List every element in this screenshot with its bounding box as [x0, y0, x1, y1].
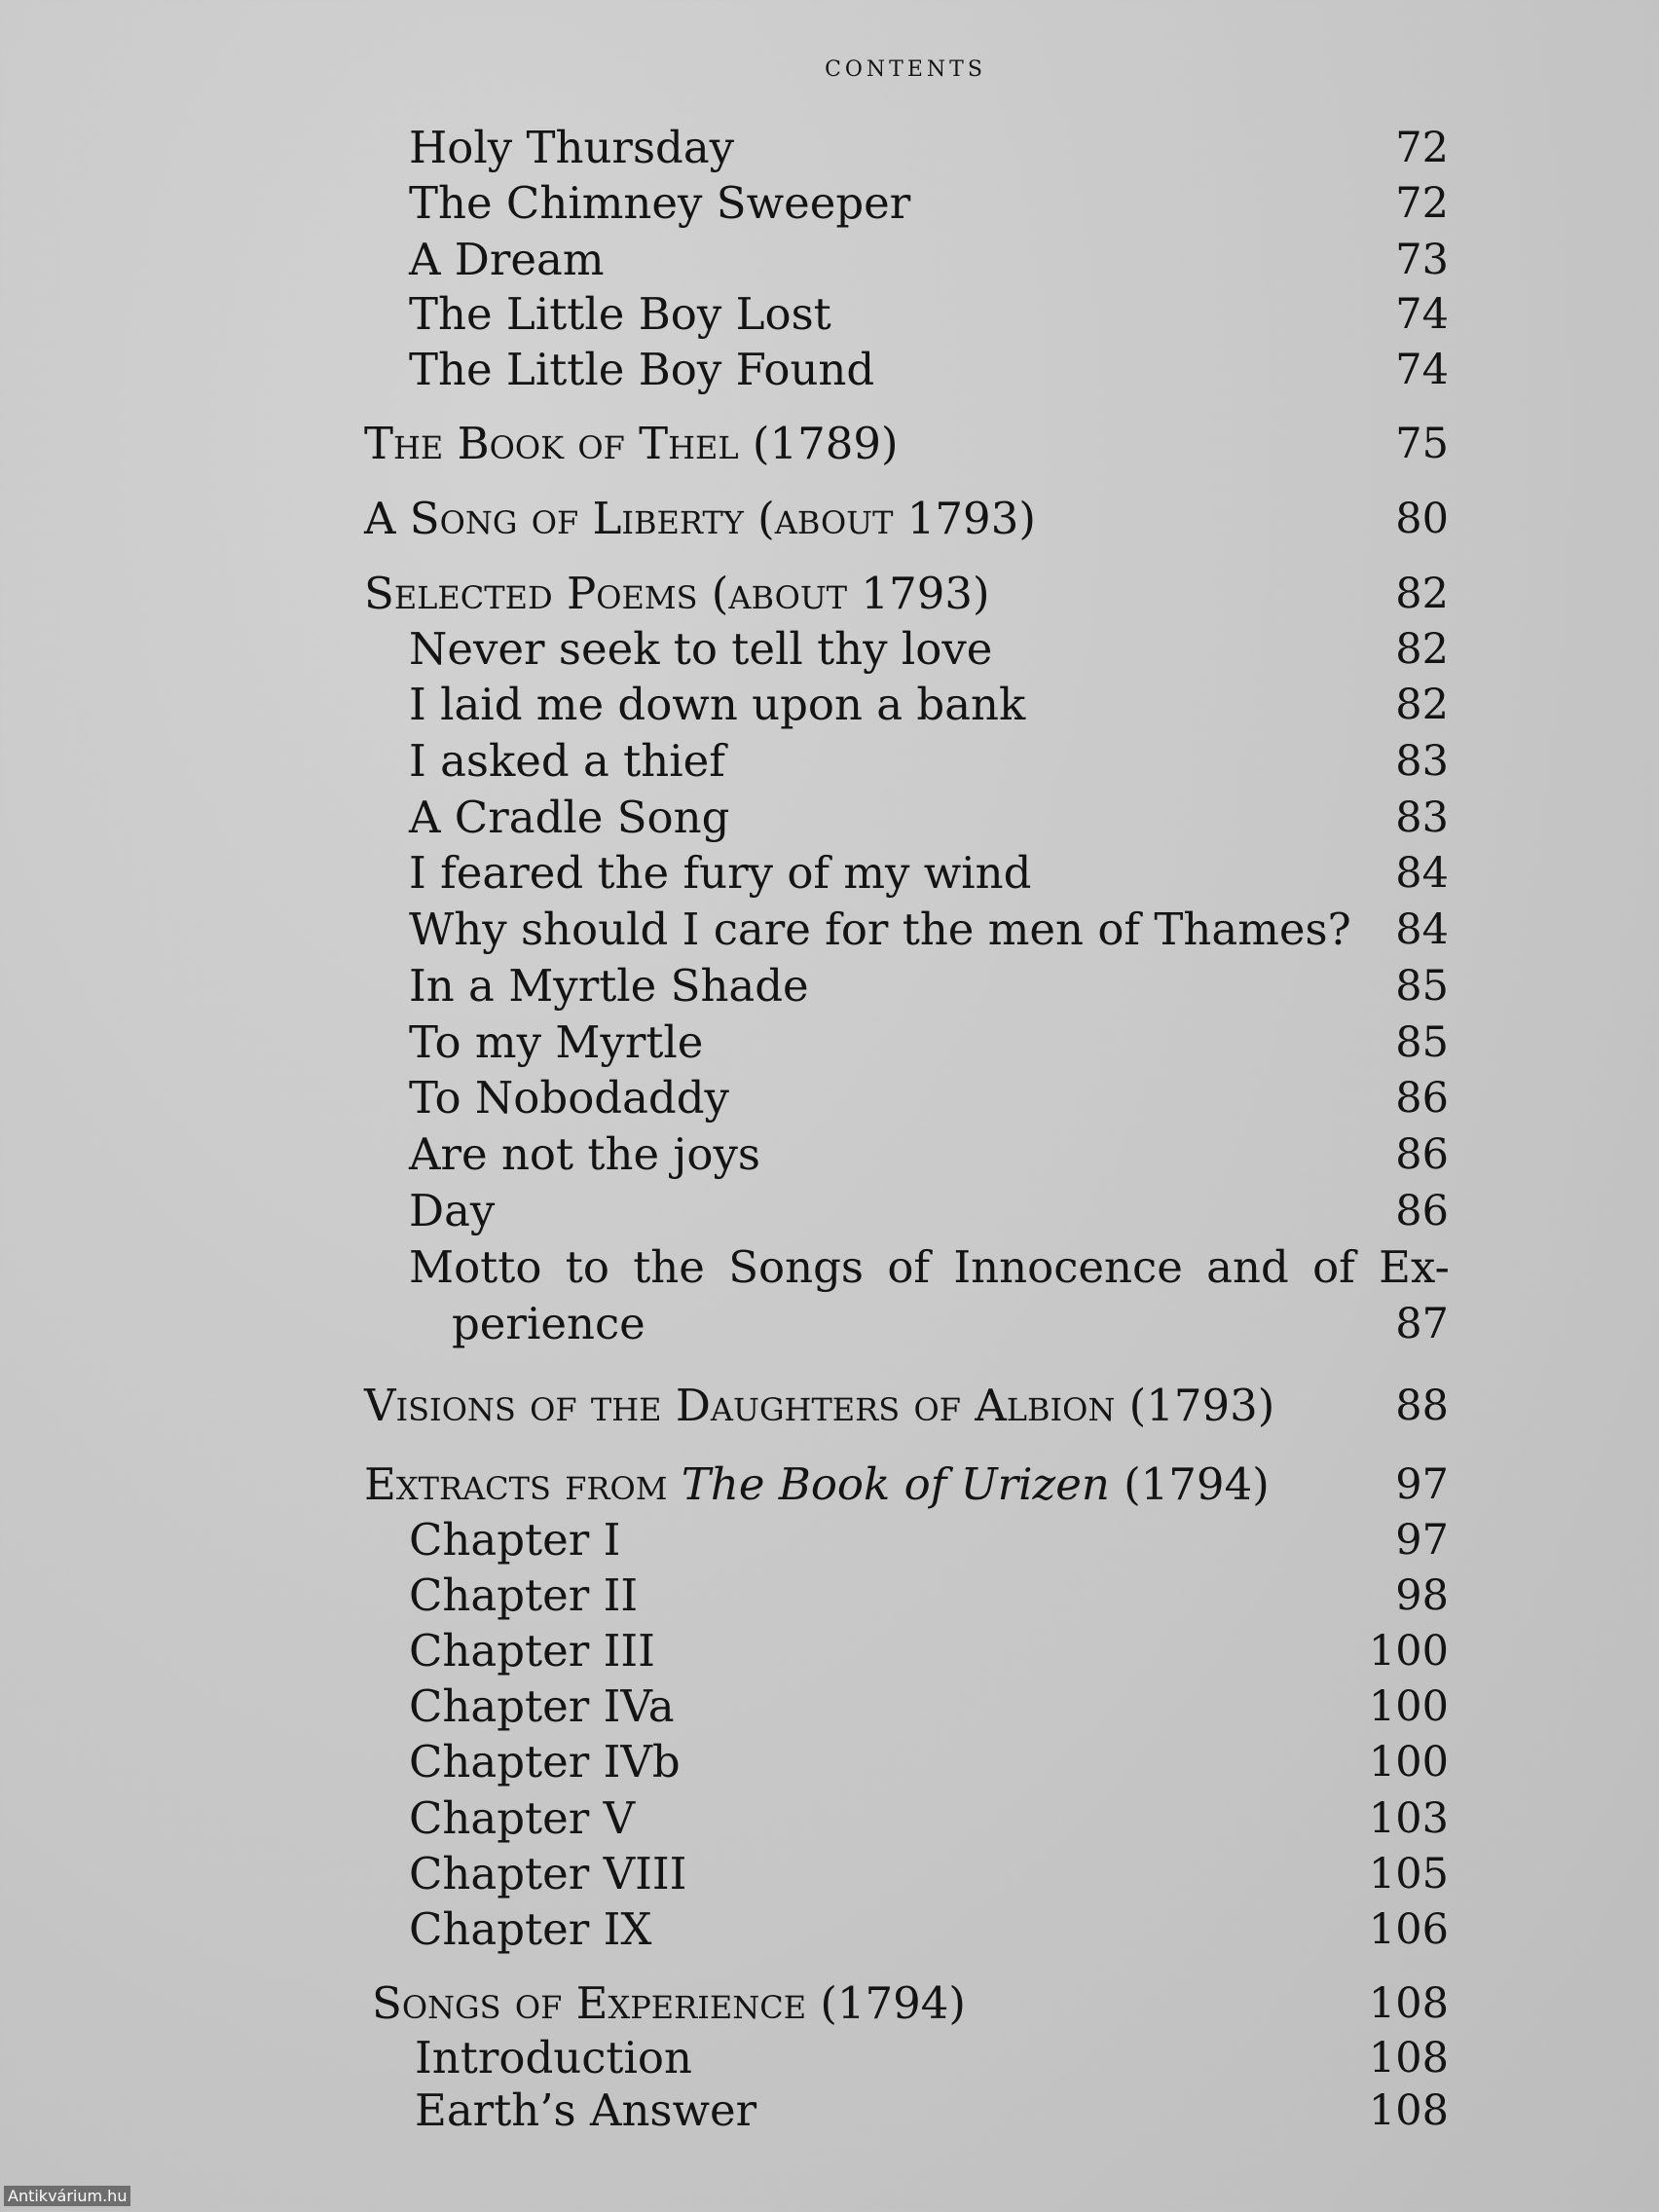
entry-title: Chapter V — [409, 1792, 636, 1844]
toc-entry — [0, 790, 1659, 846]
section-title: The Book of Thel (1789) — [364, 418, 899, 469]
entry-page: 98 — [1395, 1571, 1449, 1620]
entry-title: A Dream — [409, 234, 605, 285]
section-title-suffix: (1794) — [1109, 1458, 1270, 1510]
entry-title: Day — [409, 1185, 496, 1236]
toc-entry — [0, 1070, 1659, 1126]
entry-page: 103 — [1368, 1794, 1449, 1843]
entry-title: Why should I care for the men of Thames? — [409, 903, 1351, 955]
entry-page: 100 — [1368, 1738, 1449, 1787]
entry-page: 97 — [1395, 1516, 1449, 1565]
toc-entry — [0, 1183, 1659, 1239]
entry-title: The Little Boy Found — [409, 344, 875, 395]
entry-page: 108 — [1368, 2086, 1449, 2135]
entry-title: Motto to the Songs of Innocence and of Ex- — [409, 1241, 1450, 1293]
entry-title: Chapter IVb — [409, 1736, 681, 1788]
entry-title: Holy Thursday — [409, 122, 735, 173]
toc-entry — [0, 1512, 1659, 1568]
toc-entry — [0, 733, 1659, 790]
entry-page: 100 — [1368, 1682, 1449, 1731]
toc-entry — [0, 1901, 1659, 1958]
toc-entry — [0, 1014, 1659, 1071]
toc-entry — [0, 2030, 1659, 2086]
toc-entry — [0, 120, 1659, 176]
toc-entry — [0, 621, 1659, 678]
toc-entry — [0, 2083, 1659, 2139]
entry-title: Chapter II — [409, 1569, 639, 1621]
entry-title: Chapter I — [409, 1514, 621, 1566]
entry-page: 85 — [1395, 962, 1449, 1011]
entry-page: 82 — [1395, 625, 1449, 674]
entry-title: Are not the joys — [409, 1128, 760, 1180]
entry-page: 74 — [1395, 290, 1449, 339]
toc-section — [0, 1456, 1659, 1513]
entry-page: 86 — [1395, 1074, 1449, 1123]
section-title-prefix: Extracts from — [364, 1458, 682, 1510]
entry-title: I laid me down upon a bank — [409, 679, 1026, 730]
entry-page: 73 — [1395, 236, 1449, 284]
section-title: Selected Poems (about 1793) — [364, 568, 990, 619]
toc-entry — [0, 1734, 1659, 1790]
toc-entry — [0, 1846, 1659, 1902]
section-title-italic: The Book of Urizen — [681, 1458, 1110, 1510]
entry-title: I feared the fury of my wind — [409, 847, 1032, 899]
toc-section — [0, 491, 1659, 547]
toc-section — [0, 566, 1659, 622]
toc-entry — [0, 232, 1659, 288]
toc-entry — [0, 1567, 1659, 1624]
entry-page: 82 — [1395, 570, 1449, 618]
entry-page: 86 — [1395, 1130, 1449, 1179]
toc-entry — [0, 845, 1659, 902]
entry-title: Earth’s Answer — [415, 2084, 757, 2136]
entry-title: Never seek to tell thy love — [409, 623, 993, 675]
entry-page: 108 — [1368, 2034, 1449, 2083]
section-title: Visions of the Daughters of Albion (1793) — [364, 1380, 1275, 1431]
entry-title: The Chimney Sweeper — [409, 177, 911, 229]
entry-title: Introduction — [415, 2032, 692, 2083]
watermark: Antikvárium.hu — [4, 2186, 130, 2206]
entry-title: To Nobodaddy — [409, 1072, 729, 1124]
entry-title: Chapter IVa — [409, 1680, 675, 1732]
toc-entry — [0, 175, 1659, 232]
entry-title: In a Myrtle Shade — [409, 960, 809, 1012]
toc-entry — [0, 1239, 1659, 1296]
page-header: contents — [825, 47, 986, 84]
toc-section — [0, 1378, 1659, 1434]
entry-title: I asked a thief — [409, 735, 725, 787]
entry-page: 82 — [1395, 681, 1449, 729]
toc-entry — [0, 342, 1659, 398]
entry-title: The Little Boy Lost — [409, 288, 831, 340]
entry-title: Chapter VIII — [409, 1848, 687, 1899]
section-title: A Song of Liberty (about 1793) — [364, 493, 1036, 544]
toc-entry — [0, 958, 1659, 1014]
entry-page: 80 — [1395, 495, 1449, 543]
entry-page: 74 — [1395, 346, 1449, 394]
entry-page: 83 — [1395, 737, 1449, 786]
toc-entry — [0, 677, 1659, 733]
entry-page: 100 — [1368, 1627, 1449, 1676]
entry-page: 84 — [1395, 849, 1449, 898]
toc-entry — [0, 1296, 1659, 1352]
entry-title-continuation: perience — [452, 1298, 645, 1349]
entry-page: 106 — [1368, 1905, 1449, 1954]
entry-page: 105 — [1368, 1850, 1449, 1899]
entry-title: To my Myrtle — [409, 1016, 704, 1068]
entry-page: 88 — [1395, 1382, 1449, 1430]
entry-page: 87 — [1395, 1300, 1449, 1348]
entry-page: 72 — [1395, 179, 1449, 228]
toc-entry — [0, 1126, 1659, 1183]
toc-section — [0, 416, 1659, 472]
toc-entry — [0, 1678, 1659, 1735]
entry-page: 85 — [1395, 1018, 1449, 1067]
entry-page: 84 — [1395, 905, 1449, 954]
toc-section — [0, 1975, 1659, 2032]
entry-title: A Cradle Song — [409, 792, 730, 843]
toc-entry — [0, 1790, 1659, 1847]
entry-page: 97 — [1395, 1460, 1449, 1509]
entry-page: 75 — [1395, 420, 1449, 468]
toc-entry — [0, 1623, 1659, 1679]
section-title: Songs of Experience (1794) — [372, 1977, 966, 2029]
entry-page: 83 — [1395, 793, 1449, 842]
entry-title: Chapter III — [409, 1625, 655, 1677]
entry-page: 72 — [1395, 124, 1449, 172]
toc-entry — [0, 902, 1659, 958]
section-title — [364, 1456, 1270, 1513]
entry-title: Chapter IX — [409, 1903, 652, 1955]
entry-page: 108 — [1368, 1979, 1449, 2028]
entry-page: 86 — [1395, 1187, 1449, 1235]
toc-entry — [0, 286, 1659, 343]
